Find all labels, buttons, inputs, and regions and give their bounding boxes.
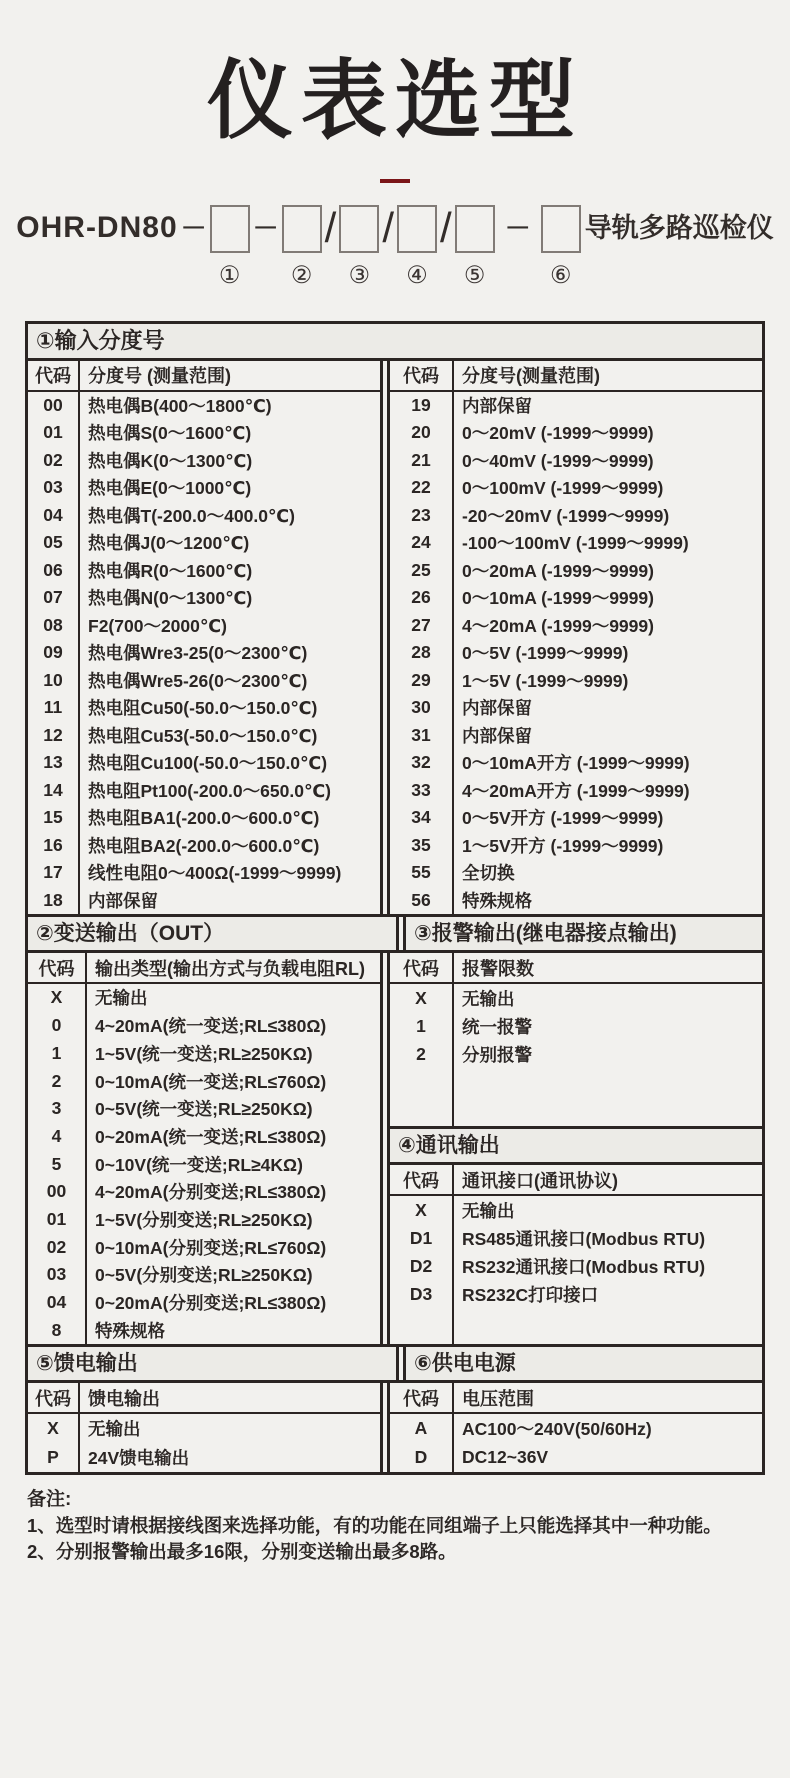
table-row [390, 639, 762, 667]
code-column-header: 代码 [403, 1388, 439, 1409]
rows [28, 1414, 380, 1472]
code-cell: 00 [46, 1181, 67, 1202]
rows [390, 1414, 762, 1472]
table-row [28, 887, 380, 915]
code-cell: 33 [411, 779, 431, 800]
table-row [390, 612, 762, 640]
label-cell: 热电阻Cu100(-50.0～150.0℃) [88, 753, 328, 774]
section-6-header: ⑥供电电源 [403, 1347, 762, 1380]
table-row [390, 392, 762, 420]
code-box [541, 205, 581, 253]
code-cell: D1 [409, 1227, 433, 1248]
table-row [390, 1443, 762, 1472]
code-cell: X [415, 987, 427, 1008]
code-cell: X [415, 1199, 427, 1220]
table-row [390, 749, 762, 777]
model-code-line [0, 205, 790, 287]
code-cell: 02 [43, 449, 63, 470]
table-row [390, 777, 762, 805]
label-cell: 热电阻Pt100(-200.0～650.0℃) [88, 780, 331, 801]
code-cell: 23 [411, 504, 431, 525]
code-cell: 27 [411, 614, 431, 635]
label-cell: 无输出 [95, 988, 148, 1009]
section-3-table [390, 953, 762, 1126]
code-cell: 32 [411, 752, 431, 773]
label-cell: 热电阻Cu50(-50.0～150.0℃) [88, 698, 318, 719]
code-cell: 17 [43, 862, 63, 883]
table-row [390, 832, 762, 860]
column-header [28, 1383, 380, 1414]
code-box [210, 205, 250, 253]
notes [27, 1487, 765, 1565]
rows [390, 984, 762, 1068]
table-row [390, 694, 762, 722]
selection-table [25, 321, 765, 1475]
table-row [28, 392, 380, 420]
model-code-slot [541, 205, 581, 290]
model-separator: / [382, 203, 395, 251]
label-cell: -100～100mV (-1999～9999) [462, 533, 689, 554]
code-cell: 24 [411, 532, 431, 553]
table-row [390, 447, 762, 475]
section-1-right-table [387, 361, 762, 915]
label-column-header: 分度号(测量范围) [462, 366, 600, 387]
code-cell: X [47, 1418, 59, 1439]
code-cell: 35 [411, 834, 431, 855]
code-cell: 2 [416, 1043, 426, 1064]
model-suffix: 导轨多路巡检仪 [584, 212, 774, 243]
label-cell: 0~5V(统一变送;RL≥250KΩ) [95, 1099, 313, 1120]
position-number: ⑤ [463, 262, 486, 289]
label-cell: F2(700～2000℃) [88, 615, 227, 636]
section-4-header: ④通讯输出 [390, 1129, 762, 1162]
section-1-left-table [28, 361, 383, 915]
code-cell: 09 [43, 642, 63, 663]
column-header [390, 361, 762, 392]
label-cell: 热电偶J(0～1200℃) [88, 533, 250, 554]
code-cell: 10 [43, 669, 63, 690]
code-cell: 21 [411, 449, 431, 470]
label-cell: 内部保留 [462, 725, 532, 746]
code-cell: 34 [411, 807, 431, 828]
code-cell: 29 [411, 669, 431, 690]
label-cell: 热电偶R(0～1600℃) [88, 560, 253, 581]
code-column-header: 代码 [35, 1388, 71, 1409]
table-row [28, 584, 380, 612]
code-cell: 01 [43, 422, 63, 443]
label-cell: 0～40mV (-1999～9999) [462, 450, 654, 471]
code-cell: 00 [43, 394, 63, 415]
model-separator: － [504, 212, 531, 243]
model-units [178, 205, 581, 290]
code-cell: 2 [51, 1070, 62, 1091]
label-cell: 热电偶S(0～1600℃) [88, 423, 252, 444]
label-cell: 无输出 [462, 1200, 515, 1221]
label-cell: 热电偶E(0～1000℃) [88, 478, 252, 499]
code-cell: 30 [411, 697, 431, 718]
code-cell: D3 [409, 1283, 433, 1304]
column-header [28, 361, 380, 392]
table-row [390, 984, 762, 1012]
table-row [28, 1178, 380, 1206]
table-row [390, 1280, 762, 1308]
code-cell: 13 [43, 752, 63, 773]
section-2-3-header-band [28, 914, 762, 953]
code-cell: 26 [411, 587, 431, 608]
code-cell: 14 [43, 779, 63, 800]
label-cell: 无输出 [88, 1419, 141, 1440]
label-cell: 内部保留 [462, 395, 532, 416]
label-cell: 4~20mA(分别变送;RL≤380Ω) [95, 1182, 327, 1203]
page-title: 仪表选型 [207, 53, 583, 149]
table-row [390, 419, 762, 447]
section-6-table [387, 1383, 762, 1472]
code-cell: 19 [411, 394, 431, 415]
label-cell: 特殊规格 [95, 1320, 165, 1341]
table-row [28, 639, 380, 667]
label-column-header: 通讯接口(通讯协议) [462, 1170, 618, 1191]
table-row [28, 694, 380, 722]
label-cell: 0~10mA(统一变送;RL≤760Ω) [95, 1071, 327, 1092]
model-code-slot [455, 205, 495, 290]
table-row [390, 722, 762, 750]
table-row [28, 447, 380, 475]
code-column-header: 代码 [403, 958, 439, 979]
label-cell: 4~20mA(统一变送;RL≤380Ω) [95, 1016, 327, 1037]
label-cell: 24V馈电输出 [88, 1448, 190, 1469]
table-row [28, 612, 380, 640]
label-cell: 内部保留 [88, 890, 158, 911]
table-row [390, 859, 762, 887]
table-row [28, 1123, 380, 1151]
label-cell: 1~5V(分别变送;RL≥250KΩ) [95, 1209, 313, 1230]
label-cell: 热电偶T(-200.0～400.0℃) [88, 505, 295, 526]
section-2-header: ②变送输出（OUT） [28, 917, 399, 950]
label-column-header: 报警限数 [462, 958, 534, 979]
label-cell: 热电偶Wre3-25(0～2300℃) [88, 643, 308, 664]
rows [28, 392, 380, 915]
table-row [28, 1095, 380, 1123]
section-3-header: ③报警输出(继电器接点输出) [403, 917, 762, 950]
rows [28, 984, 380, 1344]
label-cell: 无输出 [462, 988, 515, 1009]
table-row [28, 1039, 380, 1067]
code-cell: 0 [51, 1015, 62, 1036]
code-cell: 15 [43, 807, 63, 828]
label-cell: 0～10mA (-1999～9999) [462, 588, 654, 609]
position-number: ② [290, 262, 313, 289]
label-cell: -20～20mV (-1999～9999) [462, 505, 670, 526]
code-box [455, 205, 495, 253]
label-cell: 热电偶B(400～1800℃) [88, 395, 272, 416]
model-code-slot [210, 205, 250, 290]
model-code-slot [339, 205, 379, 290]
label-cell: 统一报警 [462, 1016, 532, 1037]
label-cell: 特殊规格 [462, 890, 532, 911]
code-cell: 22 [411, 477, 431, 498]
table-row [28, 722, 380, 750]
model-separator: － [180, 212, 207, 243]
label-cell: 全切换 [462, 863, 515, 884]
table-row [390, 474, 762, 502]
code-cell: D [414, 1447, 428, 1468]
code-box [282, 205, 322, 253]
table-row [28, 1443, 380, 1472]
table-row [390, 502, 762, 530]
label-cell: AC100～240V(50/60Hz) [462, 1419, 652, 1440]
label-cell: RS232C打印接口 [462, 1284, 599, 1305]
section-5-6-header-band [28, 1344, 762, 1383]
note-item: 2、分别报警输出最多16限，分别变送输出最多8路。 [27, 1541, 457, 1563]
table-row [28, 859, 380, 887]
table-row [28, 1289, 380, 1317]
code-cell: 5 [51, 1153, 62, 1174]
section-5-header: ⑤馈电输出 [28, 1347, 399, 1380]
label-cell: 0~20mA(统一变送;RL≤380Ω) [95, 1126, 327, 1147]
label-cell: 1～5V (-1999～9999) [462, 670, 629, 691]
code-cell: 01 [46, 1208, 67, 1229]
code-cell: 07 [43, 587, 63, 608]
position-number: ③ [348, 262, 371, 289]
table-row [28, 474, 380, 502]
code-box [397, 205, 437, 253]
rows [390, 1196, 762, 1308]
code-box [339, 205, 379, 253]
table-row [28, 1414, 380, 1443]
table-row [390, 667, 762, 695]
code-cell: 11 [43, 697, 63, 718]
code-column-header: 代码 [38, 958, 75, 979]
table-row [28, 1206, 380, 1234]
code-cell: 4 [51, 1125, 62, 1146]
table-row [28, 529, 380, 557]
table-row [28, 1316, 380, 1344]
table-row [28, 1012, 380, 1040]
table-row [390, 557, 762, 585]
table-row [28, 1067, 380, 1095]
position-number: ⑥ [549, 262, 572, 289]
code-cell: 08 [43, 614, 63, 635]
model-separator: / [324, 203, 337, 251]
label-cell: 线性电阻0～400Ω(-1999～9999) [88, 863, 342, 884]
label-cell: 0～10mA开方 (-1999～9999) [462, 753, 690, 774]
label-cell: 0～5V开方 (-1999～9999) [462, 808, 664, 829]
code-cell: 55 [411, 862, 431, 883]
code-cell: 3 [51, 1098, 62, 1119]
table-row [390, 1040, 762, 1068]
section-2-table [28, 953, 383, 1344]
table-row [28, 804, 380, 832]
label-cell: 0~20mA(分别变送;RL≤380Ω) [95, 1293, 327, 1313]
label-cell: 0~5V(分别变送;RL≥250KΩ) [95, 1265, 313, 1286]
table-row [390, 887, 762, 915]
model-code-slot [397, 205, 437, 290]
section-5-6-body [28, 1383, 762, 1472]
label-cell: 热电阻Cu53(-50.0～150.0℃) [88, 725, 318, 746]
position-number: ④ [406, 262, 428, 289]
table-row [390, 804, 762, 832]
label-cell: 热电阻BA2(-200.0～600.0℃) [88, 835, 320, 856]
code-cell: 20 [411, 422, 431, 443]
code-cell: 04 [46, 1292, 67, 1312]
table-row [28, 1261, 380, 1289]
section-2-3-4-body [28, 953, 762, 1344]
code-cell: 1 [51, 1042, 62, 1063]
column-header [390, 953, 762, 984]
code-cell: 03 [43, 477, 63, 498]
label-cell: 0～20mV (-1999～9999) [462, 423, 654, 444]
code-column-header: 代码 [403, 1170, 439, 1191]
label-cell: 0～100mV (-1999～9999) [462, 478, 664, 499]
label-cell: 0~10mA(分别变送;RL≤760Ω) [95, 1237, 327, 1258]
section-5-table [28, 1383, 383, 1472]
label-cell: 热电偶N(0～1300℃) [88, 588, 253, 609]
label-cell: DC12~36V [462, 1447, 549, 1468]
code-cell: 1 [416, 1015, 426, 1036]
label-cell: RS232通讯接口(Modbus RTU) [462, 1256, 706, 1277]
model-separator: － [252, 212, 279, 243]
table-row [28, 419, 380, 447]
label-cell: 热电偶Wre5-26(0～2300℃) [88, 670, 308, 691]
table-row [28, 667, 380, 695]
label-cell: RS485通讯接口(Modbus RTU) [462, 1228, 706, 1249]
table-row [28, 1150, 380, 1178]
label-column-header: 电压范围 [462, 1388, 534, 1409]
model-separator: / [440, 203, 452, 251]
section-1-body [28, 361, 762, 915]
label-cell: 4～20mA开方 (-1999～9999) [462, 780, 690, 801]
label-cell: 内部保留 [462, 698, 532, 719]
table-row [390, 529, 762, 557]
section-4-table [390, 1165, 762, 1344]
label-cell: 4～20mA (-1999～9999) [462, 615, 654, 636]
label-cell: 1~5V(统一变送;RL≥250KΩ) [95, 1043, 313, 1064]
code-cell: 03 [46, 1264, 67, 1285]
code-cell: 12 [43, 724, 63, 745]
table-row [28, 502, 380, 530]
section-4-header-band [390, 1126, 762, 1165]
title-divider [380, 179, 410, 183]
section-3-4-stack [387, 953, 762, 1344]
label-cell: 热电偶K(0～1300℃) [88, 450, 253, 471]
table-row [390, 1196, 762, 1224]
label-cell: 热电阻BA1(-200.0～600.0℃) [88, 808, 320, 829]
table-row [28, 1233, 380, 1261]
table-row [28, 832, 380, 860]
column-header [390, 1165, 762, 1196]
label-cell: 1～5V开方 (-1999～9999) [462, 835, 664, 856]
code-cell: 02 [46, 1236, 67, 1257]
code-column-header: 代码 [35, 366, 71, 387]
code-cell: 18 [43, 889, 63, 910]
code-cell: 25 [411, 559, 431, 580]
code-cell: 06 [43, 559, 63, 580]
table-row [28, 777, 380, 805]
table-row [390, 1414, 762, 1443]
code-cell: 28 [411, 642, 431, 663]
column-header [390, 1383, 762, 1414]
label-cell: 0~10V(统一变送;RL≥4KΩ) [95, 1154, 303, 1175]
section-1-header: ①输入分度号 [28, 324, 762, 361]
notes-label: 备注: [27, 1489, 72, 1511]
table-row [390, 1224, 762, 1252]
code-cell: 56 [411, 889, 431, 910]
label-cell: 0～5V (-1999～9999) [462, 643, 629, 664]
code-cell: P [47, 1447, 59, 1468]
label-column-header: 输出类型(输出方式与负载电阻RL) [95, 958, 365, 979]
table-row [390, 1012, 762, 1040]
model-prefix: OHR-DN80 [16, 210, 178, 244]
code-cell: D2 [409, 1255, 433, 1276]
label-column-header: 分度号 (测量范围) [88, 366, 231, 387]
table-row [28, 984, 380, 1012]
code-cell: 04 [43, 504, 63, 525]
table-row [28, 749, 380, 777]
code-cell: X [50, 987, 63, 1008]
position-number: ① [218, 262, 241, 289]
table-row [390, 1252, 762, 1280]
column-header [28, 953, 380, 984]
code-cell: A [414, 1418, 428, 1439]
label-column-header: 馈电输出 [88, 1388, 160, 1409]
rows [390, 392, 762, 915]
table-row [390, 584, 762, 612]
code-column-header: 代码 [403, 366, 439, 387]
code-cell: 05 [43, 532, 63, 553]
table-row [28, 557, 380, 585]
label-cell: 分别报警 [462, 1044, 532, 1065]
model-code-slot [282, 205, 322, 290]
label-cell: 0～20mA (-1999～9999) [462, 560, 654, 581]
code-cell: 16 [43, 834, 63, 855]
code-cell: 8 [51, 1319, 62, 1340]
note-item: 1、选型时请根据接线图来选择功能，有的功能在同组端子上只能选择其中一种功能。 [27, 1515, 722, 1537]
code-cell: 31 [411, 724, 431, 745]
